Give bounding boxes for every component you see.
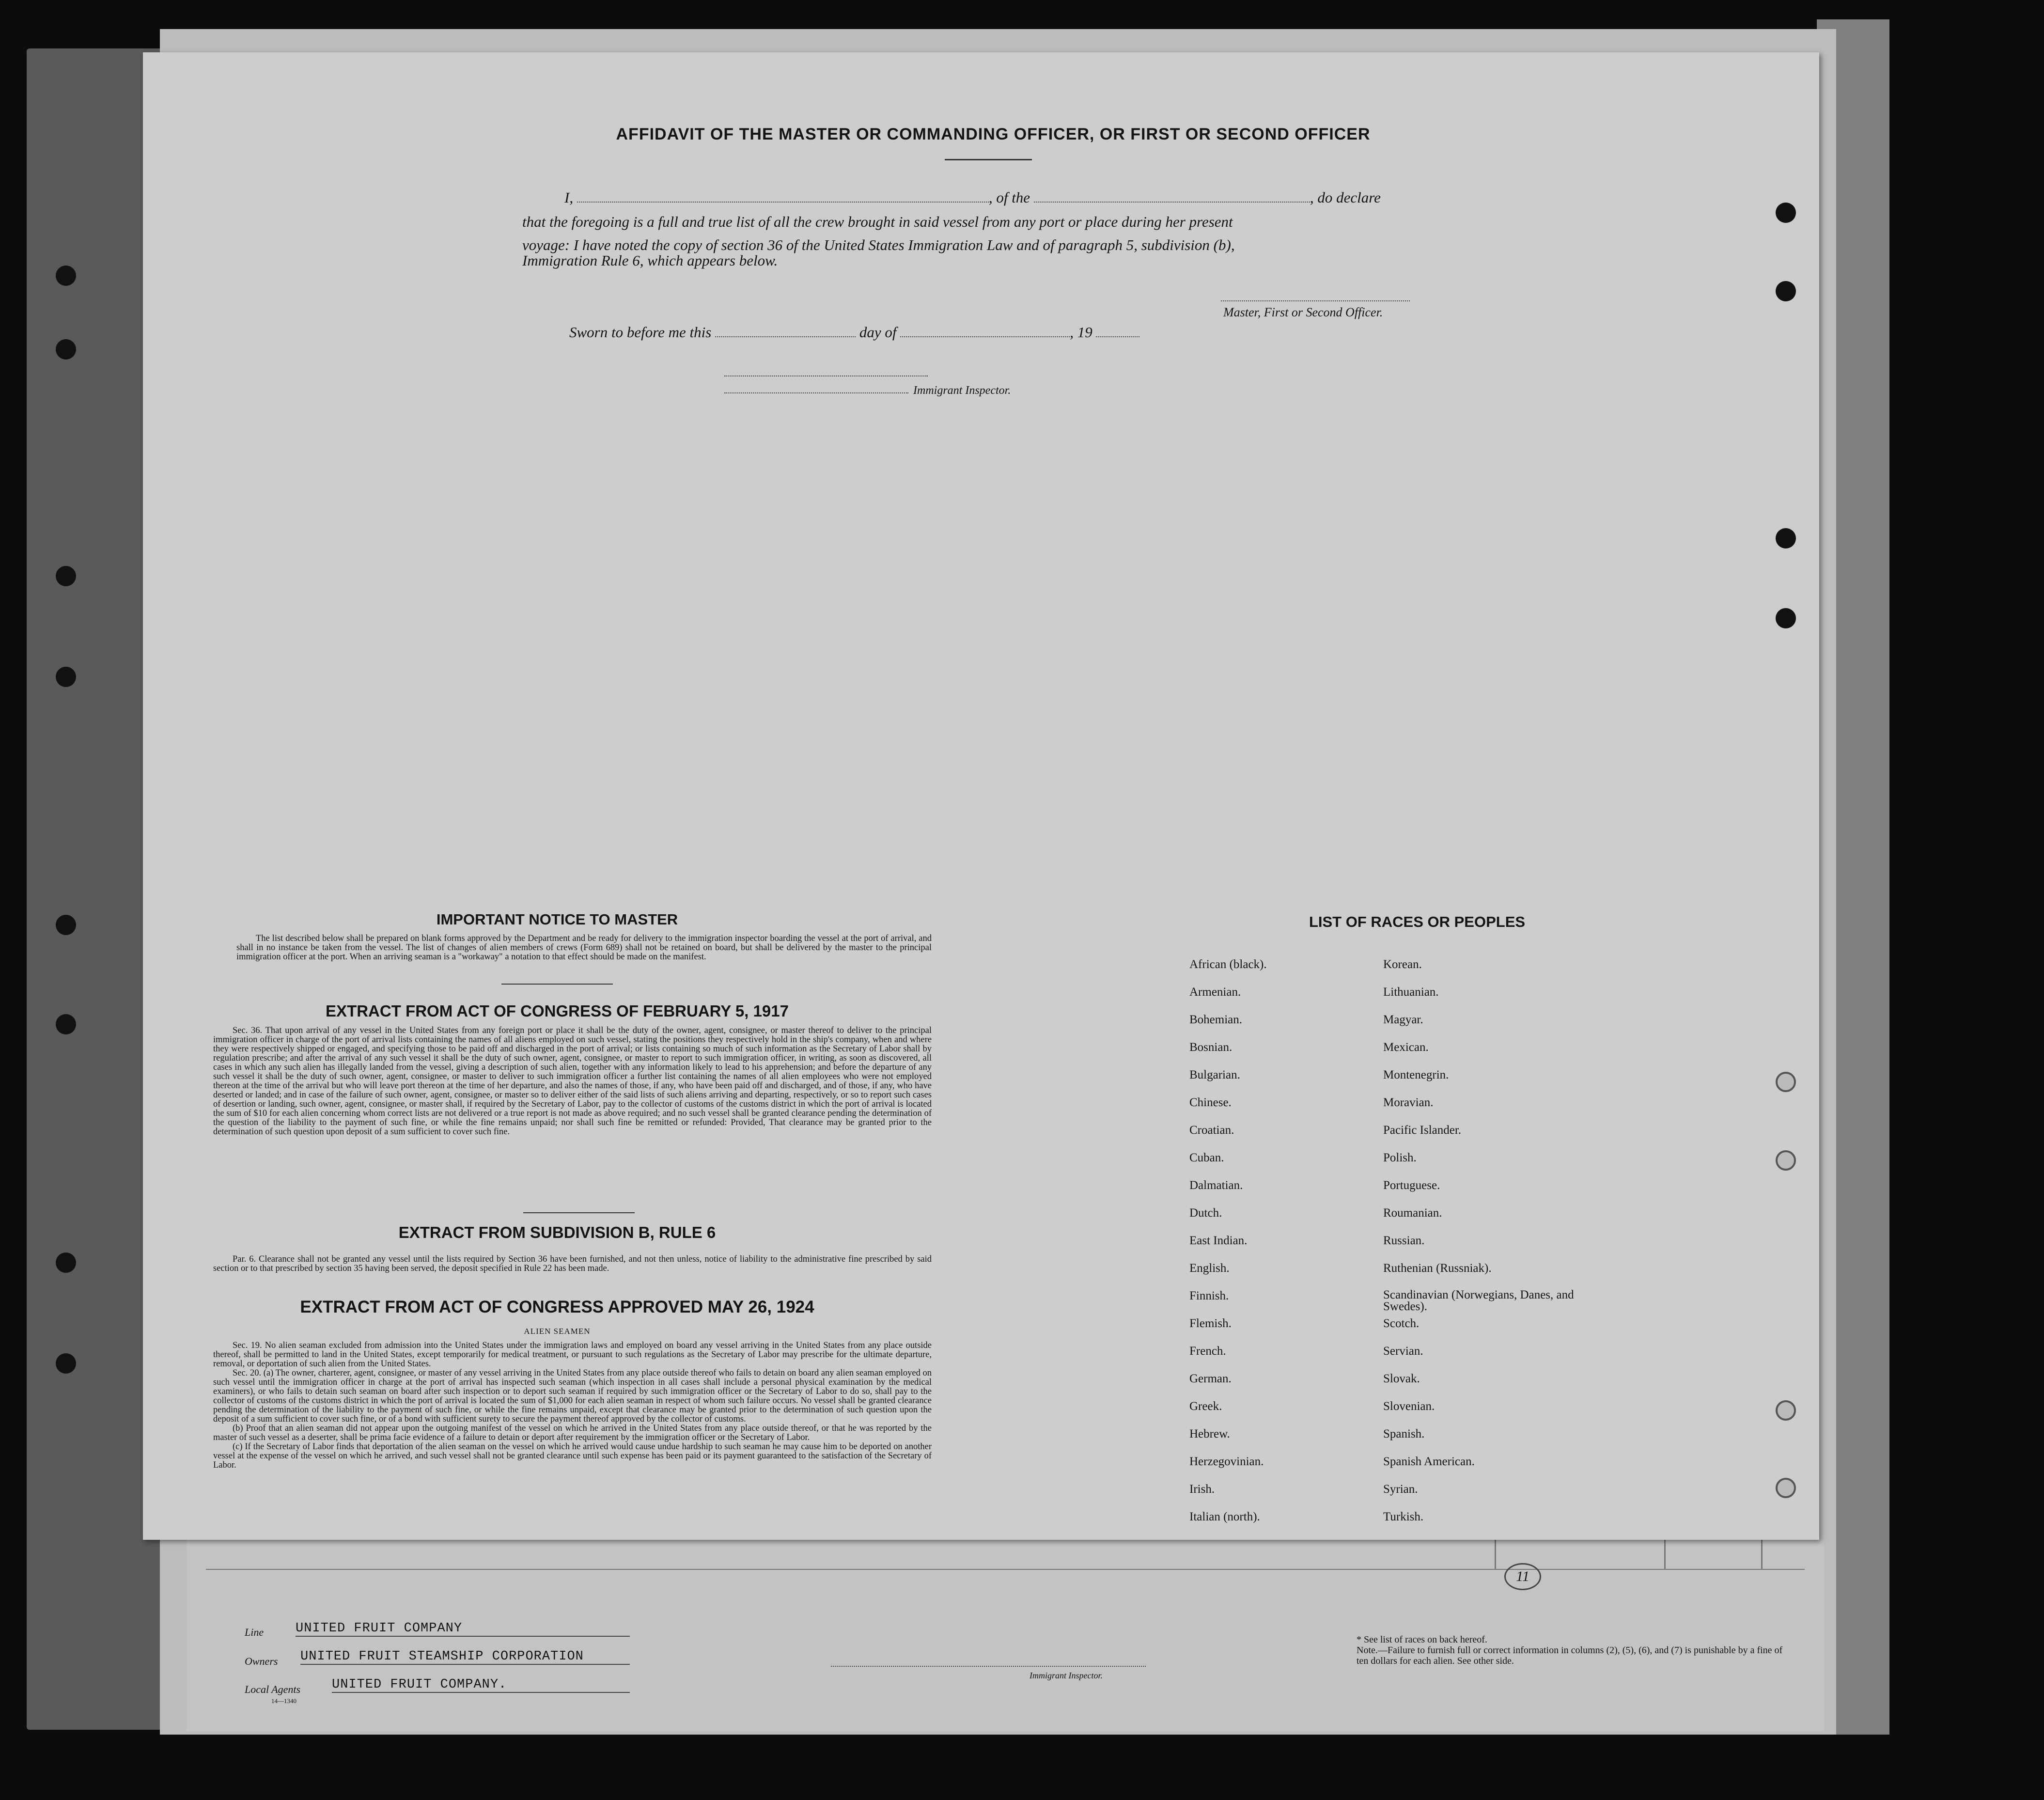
extract-1917-title: EXTRACT FROM ACT OF CONGRESS OF FEBRUARY 5, 1917 <box>326 1002 789 1020</box>
rule-6-text: Par. 6. Clearance shall not be granted any vessel until the lists required by Section 36 have been furnished, and not then unless, notice of liability to the administrative fine prescribed by said section or to that prescribed by section 35 having been served, the deposit specified in Rule 22 has been made. <box>213 1254 932 1273</box>
alien-seamen-subtitle: ALIEN SEAMEN <box>524 1327 591 1336</box>
race-item: Chinese. <box>1189 1096 1232 1109</box>
binder-hole <box>56 1252 76 1273</box>
binder-hole <box>1776 1478 1796 1498</box>
binder-hole <box>1776 528 1796 548</box>
race-item: French. <box>1189 1345 1226 1358</box>
name-blank <box>577 189 989 203</box>
title-rule <box>945 159 1032 160</box>
race-item: Greek. <box>1189 1400 1222 1413</box>
binder-hole <box>1776 281 1796 301</box>
binder-hole <box>1776 1400 1796 1421</box>
extract-1917-body <box>213 1026 932 1137</box>
race-item: Hebrew. <box>1189 1427 1230 1440</box>
race-item: Dalmatian. <box>1189 1179 1243 1192</box>
affidavit-i: I, <box>564 189 574 206</box>
race-item: Slovenian. <box>1383 1400 1435 1413</box>
race-item: Croatian. <box>1189 1124 1234 1137</box>
binder-hole <box>56 1014 76 1034</box>
sec-20a-text: Sec. 20. (a) The owner, charterer, agent, consignee, or master of any vessel arriving in the United States from any place outside thereof who fails to detain on board any alien seaman employed on such vessel until the immigration officer in charge at the port of arrival has inspected such seaman (which inspection in all cases shall include a personal physical examination by the medical examiners), or who fails to detain such seaman on board after such inspection or to deport such seaman if required by such immigration officer or the Secretary of Labor to do so, shall pay to the collector of customs of the customs district in which the port of arrival is located the sum of $1,000 for each alien seaman in respect of whom such failure occurs. No vessel shall be granted clearance pending the determination of the liability to the payment of such fine, or while the fine remains unpaid, except that clearance may be granted prior to the determination of such question upon the deposit of a sum sufficient to cover such fine, or of a bond with sufficient surety to secure the payment thereof approved by the collector of customs. <box>213 1368 932 1424</box>
sworn-day-of: day of <box>859 324 897 341</box>
race-item: Ruthenian (Russniak). <box>1383 1262 1492 1275</box>
sworn-day-blank <box>715 324 856 337</box>
race-item: Magyar. <box>1383 1013 1423 1026</box>
rule-6-body <box>213 1255 932 1273</box>
sec-20c-text: (c) If the Secretary of Labor finds that deportation of the alien seaman on the vessel on which he arrived would cause undue hardship to such seaman he may cause him to be deported on another vessel at the expense of the vessel on which he arrived, and such vessel shall not be granted clearance until such expense has been paid or its payment guaranteed to the satisfaction of the Secretary of Labor. <box>213 1442 932 1470</box>
binder-hole <box>56 667 76 687</box>
extract-1924-body <box>213 1341 932 1534</box>
affidavit-line-1 <box>564 189 1461 206</box>
races-note: * See list of races on back hereof. <box>1357 1634 1487 1645</box>
race-item: Polish. <box>1383 1151 1417 1164</box>
race-item: Armenian. <box>1189 986 1241 999</box>
affidavit-line-4: Immigration Rule 6, which appears below. <box>522 252 778 269</box>
race-item: Irish. <box>1189 1483 1215 1496</box>
affidavit-title: AFFIDAVIT OF THE MASTER OR COMMANDING OFFICER, OR FIRST OR SECOND OFFICER <box>616 125 1371 143</box>
race-item: Turkish. <box>1383 1510 1424 1523</box>
grid-divider <box>1664 1540 1666 1569</box>
binder-hole <box>1776 203 1796 223</box>
races-title: LIST OF RACES OR PEOPLES <box>1309 913 1526 930</box>
binder-hole <box>56 339 76 360</box>
rule-6-title: EXTRACT FROM SUBDIVISION B, RULE 6 <box>398 1223 716 1241</box>
affidavit-line-2: that the foregoing is a full and true list of all the crew brought in said vessel from any port or place during her present <box>522 213 1233 230</box>
race-item: Spanish American. <box>1383 1455 1475 1468</box>
race-item: Mexican. <box>1383 1041 1429 1054</box>
races-left-column <box>1189 958 1373 1538</box>
inspector-line <box>724 392 908 393</box>
notice-text: The list described below shall be prepared on blank forms approved by the Department and be ready for delivery to the immigration inspector boarding the vessel at the port of arrival, and shall in no instance be taken from the vessel. The list of changes of alien members of crews (Form 689) shall not be retained on board, but shall be delivered by the master to the principal immigration officer at the port. When an arriving seaman is a "workaway" a notation to that effect should be made on the manifest. <box>236 934 932 962</box>
owners-label: Owners <box>245 1655 278 1667</box>
race-item: East Indian. <box>1189 1234 1248 1247</box>
line-value: UNITED FRUIT COMPANY <box>296 1621 630 1637</box>
race-item: Bohemian. <box>1189 1013 1243 1026</box>
race-item: Cuban. <box>1189 1151 1224 1164</box>
sworn-year-blank <box>1096 324 1139 337</box>
penalty-note: Note.—Failure to furnish full or correct information in columns (2), (5), (6), and (7) is punishable by a fine of ten dollars for each alien. See other side. <box>1357 1645 1783 1666</box>
race-item: Roumanian. <box>1383 1206 1442 1220</box>
affidavit-of-the: , of the <box>988 189 1030 206</box>
race-item: Dutch. <box>1189 1206 1222 1220</box>
sworn-line <box>569 324 1199 341</box>
inspector-caption: Immigrant Inspector. <box>1030 1671 1103 1680</box>
race-item: German. <box>1189 1372 1232 1385</box>
grid-divider <box>1761 1540 1763 1569</box>
race-item: Bulgarian. <box>1189 1068 1240 1081</box>
race-item: Servian. <box>1383 1345 1423 1358</box>
race-item: Lithuanian. <box>1383 986 1439 999</box>
agents-label: Local Agents <box>245 1683 301 1695</box>
race-item: English. <box>1189 1262 1230 1275</box>
race-item: Pacific Islander. <box>1383 1124 1462 1137</box>
binder-hole <box>56 915 76 935</box>
races-right-column <box>1383 958 1577 1538</box>
race-item: Korean. <box>1383 958 1422 971</box>
sec-19-text: Sec. 19. No alien seaman excluded from admission into the United States under the immigration laws and employed on board any vessel arriving in the United States from any place outside thereof, shall be permitted to land in the United States, except temporarily for medical treatment, or pursuant to such regulations as the Secretary of Labor may prescribe for the ultimate departure, removal, or deportation of such alien from the United States. <box>213 1341 932 1369</box>
binder-hole <box>56 1353 76 1374</box>
race-item: African (black). <box>1189 958 1267 971</box>
sworn-year: , 19 <box>1070 324 1092 341</box>
race-item: Syrian. <box>1383 1483 1418 1496</box>
owners-value: UNITED FRUIT STEAMSHIP CORPORATION <box>300 1649 630 1665</box>
race-item: Scandinavian (Norwegians, Danes, and Swedes). <box>1383 1288 1574 1313</box>
race-item: Moravian. <box>1383 1096 1434 1109</box>
notice-body <box>236 934 932 962</box>
affidavit-do-declare: , do declare <box>1310 189 1381 206</box>
sworn-prefix: Sworn to before me this <box>569 324 712 341</box>
race-item: Italian (north). <box>1189 1510 1260 1523</box>
binder-hole <box>1776 1072 1796 1092</box>
manifest-footer-strip <box>187 1540 1824 1731</box>
extract-1924-title: EXTRACT FROM ACT OF CONGRESS APPROVED MAY 26, 1924 <box>300 1298 814 1316</box>
section-rule <box>501 984 613 985</box>
binder-hole <box>1776 608 1796 628</box>
race-item: Spanish. <box>1383 1427 1425 1440</box>
race-item: Finnish. <box>1189 1289 1229 1302</box>
race-item: Bosnian. <box>1189 1041 1233 1054</box>
race-item: Scotch. <box>1383 1317 1420 1330</box>
affidavit-inspector-caption: Immigrant Inspector. <box>913 384 1011 397</box>
handwritten-page-number: 11 <box>1504 1563 1541 1590</box>
section-rule <box>523 1212 635 1213</box>
binder-hole <box>56 266 76 286</box>
affidavit-line-3: voyage: I have noted the copy of section 36 of the United States Immigration Law and of paragraph 5, subdivision (b), <box>522 236 1235 253</box>
master-caption: Master, First or Second Officer. <box>1223 305 1383 319</box>
vessel-blank <box>1034 189 1310 203</box>
race-item: Montenegrin. <box>1383 1068 1449 1081</box>
notice-title: IMPORTANT NOTICE TO MASTER <box>436 911 678 928</box>
binder-hole <box>1776 1150 1796 1171</box>
race-item: Russian. <box>1383 1234 1425 1247</box>
extract-1917-text: Sec. 36. That upon arrival of any vessel in the United States from any foreign port or place it shall be the duty of the owner, agent, consignee, or master thereof to deliver to the principal immigration officer in charge of the port of arrival lists containing the names of all aliens employed on such vessel, stating the positions they respectively hold in the ship's company, when and where they were respectively shipped or engaged, and specifying those to be paid off and discharged in the port of arrival; or lists containing so much of such information as the Secretary of Labor shall by regulation prescribe; and after the arrival of any such vessel it shall be the duty of such owner, agent, consignee, or master to report to such immigration officer, in writing, as soon as discovered, all cases in which any such alien has illegally landed from the vessel, giving a description of such alien, together with any information likely to lead to his apprehension; and before the departure of any such vessel it shall be the duty of such owner, agent, consignee, or master to deliver to such immigration officer a further list containing the names of all alien employees who were not employed thereon at the time of the arrival but who will leave port thereon at the time of her departure, and also the names of those, if any, who have been paid off and discharged, and of those, if any, who have deserted or landed; and in case of the failure of such owner, agent, consignee, or master so to deliver either of the said lists of such aliens arriving and departing, respectively, or so to report such cases of desertion or landing, such owner, agent, consignee, or master shall, if required by the Secretary of Labor, pay to the collector of customs of the customs district in which the port of arrival is located the sum of $10 for each alien concerning whom correct lists are not delivered or a true report is not made as above required; and no such vessel shall be granted clearance pending the determination of the question of the liability to the payment of such fine, or while the fine remains unpaid; nor shall such fine be remitted or refunded: Provided, That clearance may be granted prior to the determination of such question upon deposit of a sum sufficient to cover such fine. <box>213 1026 932 1137</box>
line-label: Line <box>245 1626 264 1638</box>
master-signature-line <box>1221 300 1410 301</box>
manifest-grid-row <box>206 1540 1805 1570</box>
inspector-signature-line <box>831 1666 1146 1667</box>
sec-20b-text: (b) Proof that an alien seaman did not appear upon the outgoing manifest of the vessel on which he arrived in the United States from any place outside thereof, or that he was reported by the master of such vessel as a deserter, shall be prima facie evidence of a failure to detain or deport after requirement by the immigration officer or the Secretary of Labor. <box>213 1424 932 1442</box>
race-item: Herzegovinian. <box>1189 1455 1264 1468</box>
race-item: Slovak. <box>1383 1372 1420 1385</box>
binder-hole <box>56 566 76 586</box>
form-number: 14—1340 <box>271 1697 296 1705</box>
agents-value: UNITED FRUIT COMPANY. <box>332 1677 630 1693</box>
sworn-month-blank <box>900 324 1070 337</box>
race-item: Portuguese. <box>1383 1179 1440 1192</box>
grid-divider <box>1495 1540 1496 1569</box>
race-item: Flemish. <box>1189 1317 1232 1330</box>
